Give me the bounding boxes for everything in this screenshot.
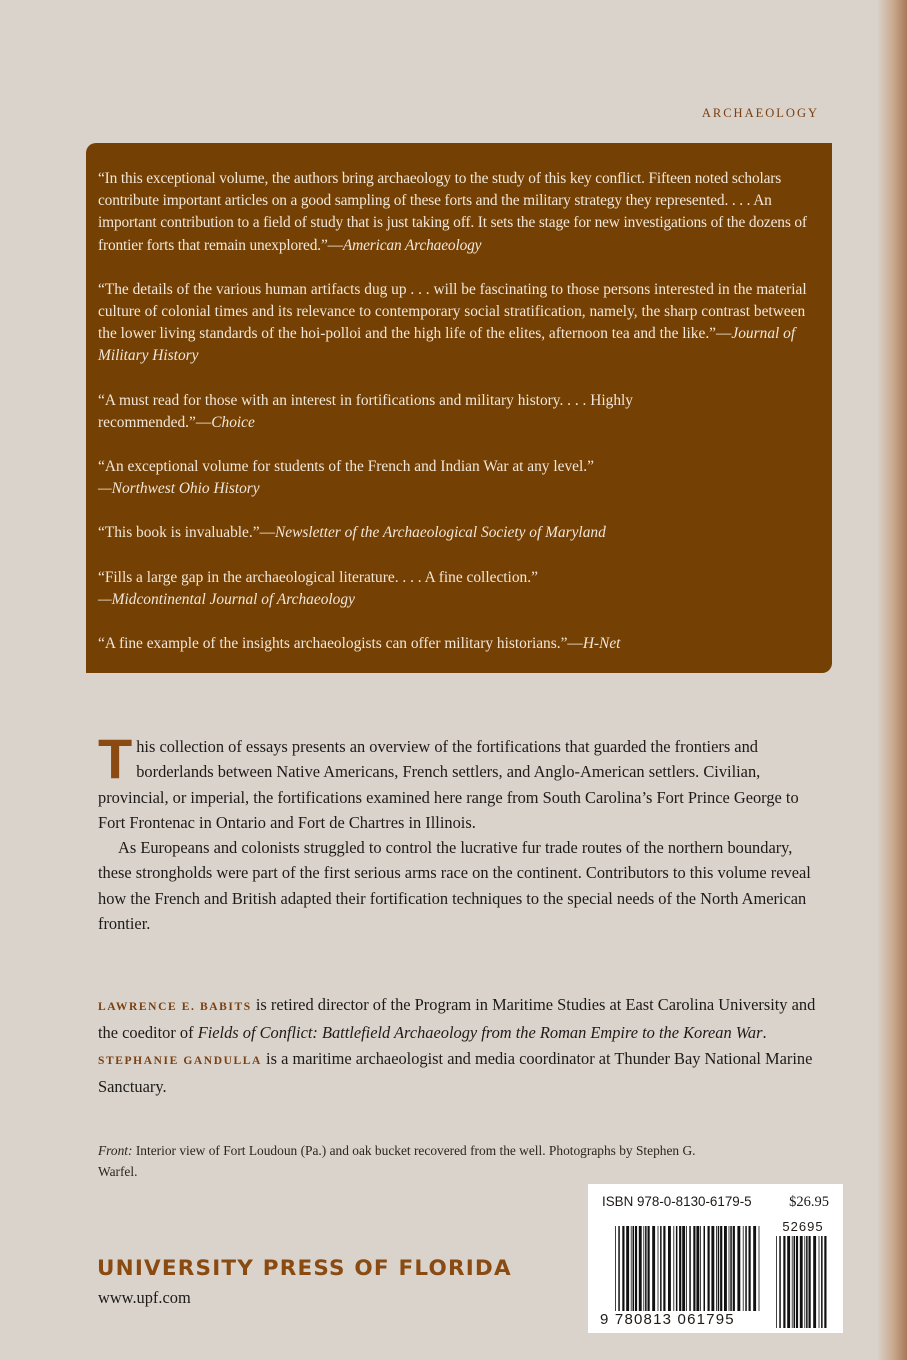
barcode-bar xyxy=(743,1226,744,1314)
barcode-bar xyxy=(759,1226,760,1314)
barcode-addon xyxy=(776,1236,830,1328)
drop-cap: T xyxy=(98,727,133,790)
addon-digits: 52695 xyxy=(782,1219,824,1234)
barcode-bar xyxy=(813,1236,816,1328)
barcode-bar xyxy=(658,1226,659,1314)
barcode-bar xyxy=(673,1226,674,1314)
barcode-bar xyxy=(631,1226,632,1314)
barcode-bar xyxy=(633,1226,635,1314)
barcode-bar xyxy=(749,1226,751,1314)
barcode-bar xyxy=(711,1226,714,1314)
book-title: Fields of Conflict: Battlefield Archaeology from the Roman Empire to the Korean War xyxy=(197,1023,763,1043)
barcode-bar xyxy=(704,1226,706,1314)
barcode-digits: 9 780813 061795 xyxy=(600,1311,768,1328)
cover-credit: Front: Interior view of Fort Loudoun (Pa.) and oak bucket recovered from the well. Photographs by Stephen G. Warfel. xyxy=(98,1143,696,1179)
barcode-bar xyxy=(718,1226,720,1314)
category-label: ARCHAEOLOGY xyxy=(701,106,819,120)
review-quote: “Fills a large gap in the archaeological literature. . . . A fine collection.” —Midcontinental Journal of Archaeology xyxy=(98,568,538,608)
barcode-bar xyxy=(716,1226,717,1314)
review-quote: “This book is invaluable.”—Newsletter of the Archaeological Society of Maryland xyxy=(98,524,606,542)
author-bio: STEPHANIE GANDULLA is a maritime archaeologist and media coordinator at Thunder Bay National Marine Sanctuary. xyxy=(98,1048,813,1096)
barcode-bar xyxy=(806,1236,808,1328)
barcode-bar xyxy=(821,1236,823,1328)
author-bio: LAWRENCE E. BABITS is retired director of the Program in Maritime Studies at East Carolina University and the coeditor of Fields of Conflict: Battlefield Archaeology from the Roman Empire to the Korean War. xyxy=(98,995,816,1043)
quote-source: Journal of Military History xyxy=(98,325,796,365)
barcode-bar xyxy=(745,1226,747,1314)
barcode-bar xyxy=(686,1226,687,1314)
review-quote: “A must read for those with an interest in fortifications and military history. . . . Highly recommended.”—Choice xyxy=(98,391,634,431)
description-paragraph: As Europeans and colonists struggled to control the lucrative fur trade routes of the northern boundary, these strongholds were part of the first serious arms race on the continent. Contributors to this volume reveal how the French and British adapted their fortification techniques to the special needs of the North American frontier. xyxy=(98,838,811,934)
barcode-box xyxy=(588,1184,843,1333)
barcode-bar xyxy=(645,1226,647,1314)
barcode-bar xyxy=(696,1226,699,1314)
barcode-bar xyxy=(708,1226,710,1314)
quote-source: H-Net xyxy=(582,635,621,653)
quote-source: —Midcontinental Journal of Archaeology xyxy=(98,590,355,608)
author-name: LAWRENCE E. BABITS xyxy=(98,1001,252,1013)
barcode-bar xyxy=(676,1226,678,1314)
barcode-bar xyxy=(733,1226,735,1314)
quote-source: Choice xyxy=(211,413,255,431)
barcode-bar xyxy=(730,1226,732,1314)
barcode-bar xyxy=(668,1226,671,1314)
barcode-bar xyxy=(635,1226,637,1314)
publisher-logo: UNIVERSITY PRESS OF FLORIDA xyxy=(97,1256,512,1281)
barcode-bar xyxy=(737,1226,740,1314)
credit-label: Front: xyxy=(98,1143,133,1158)
barcode-bar xyxy=(779,1236,781,1328)
author-bios xyxy=(98,992,828,1099)
publisher-url[interactable]: www.upf.com xyxy=(98,1288,191,1307)
review-quote: “In this exceptional volume, the authors bring archaeology to the study of this key conflict. Fifteen noted scholars contribute important articles on a good sampling of these forts and the military strategy they represented. . . . An important contribution to a field of study that is just taking off. It sets the stage for new investigations of the dozens of frontier forts that remain unexplored.”—American Archaeology xyxy=(98,170,807,254)
barcode-bar xyxy=(682,1226,685,1314)
isbn-text: ISBN 978-0-8130-6179-5 xyxy=(602,1194,752,1209)
review-quotes-box xyxy=(86,143,832,673)
barcode-bar xyxy=(639,1226,642,1314)
barcode-bar xyxy=(804,1236,805,1328)
barcode-bar xyxy=(660,1226,662,1314)
barcode-bar xyxy=(796,1236,798,1328)
barcode-bar xyxy=(663,1226,665,1314)
barcode-bar xyxy=(787,1236,790,1328)
barcode-bar xyxy=(792,1236,793,1328)
quote-source: Newsletter of the Archaeological Society of Maryland xyxy=(274,524,606,542)
barcode-bar xyxy=(800,1236,803,1328)
barcode-bar xyxy=(689,1226,691,1314)
review-quote: “A fine example of the insights archaeologists can offer military historians.”—H-Net xyxy=(98,635,621,653)
cover-edge-gradient xyxy=(877,0,907,1360)
barcode-bar xyxy=(622,1226,624,1314)
review-quote: “The details of the various human artifacts dug up . . . will be fascinating to those persons interested in the material culture of colonial times and its relevance to contemporary social stratification, namely, the sharp contrast between the lower living standards of the hoi-polloi and the high life of the elites, afternoon tea and the like.”—Journal of Military History xyxy=(98,280,807,365)
author-name: STEPHANIE GANDULLA xyxy=(98,1054,262,1067)
barcode-bar xyxy=(819,1236,820,1328)
quote-source: —Northwest Ohio History xyxy=(98,480,260,498)
review-quote: “An exceptional volume for students of the French and Indian War at any level.” —Northwest Ohio History xyxy=(98,458,594,498)
barcode-bar xyxy=(679,1226,681,1314)
barcode-bar xyxy=(783,1236,785,1328)
barcode-bar xyxy=(643,1226,644,1314)
barcode-bar xyxy=(720,1226,722,1314)
barcode-bar xyxy=(693,1226,695,1314)
barcode-bar xyxy=(700,1226,701,1314)
barcode-bar xyxy=(776,1236,777,1328)
barcode-bar xyxy=(618,1226,620,1314)
barcode-bar xyxy=(729,1226,730,1314)
quote-source: American Archaeology xyxy=(342,236,482,254)
description-paragraph: This collection of essays presents an overview of the fortifications that guarded the frontiers and borderlands between Native Americans, French settlers, and Anglo-American settlers. Civilian, provincial, or imperial, the fortifications examined here range from South Carolina’s Fort Prince George to Fort Frontenac in Ontario and Fort de Chartres in Illinois. xyxy=(98,727,799,832)
barcode-bar xyxy=(794,1236,796,1328)
price-text: $26.95 xyxy=(789,1194,829,1210)
barcode-main xyxy=(615,1226,761,1314)
barcode-bar xyxy=(824,1236,826,1328)
barcode-bar xyxy=(809,1236,811,1328)
barcode-bar xyxy=(615,1226,616,1314)
barcode-bar xyxy=(724,1226,727,1314)
barcode-bar xyxy=(626,1226,629,1314)
barcode-bar xyxy=(652,1226,655,1314)
barcode-bar xyxy=(753,1226,756,1314)
book-description xyxy=(98,727,826,936)
barcode-bar xyxy=(648,1226,650,1314)
